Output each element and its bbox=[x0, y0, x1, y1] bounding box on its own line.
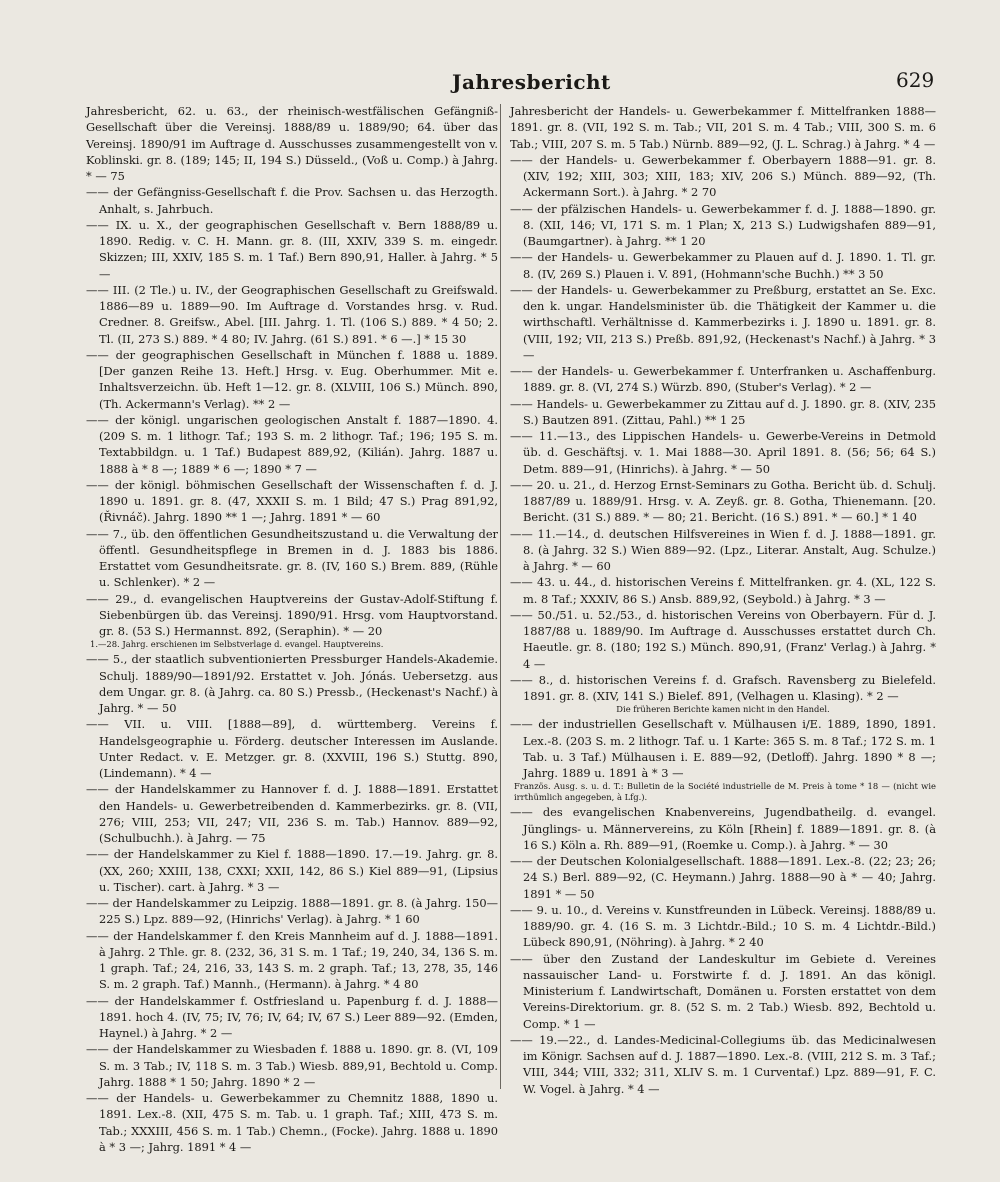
bibliography-entry: Jahresbericht, 62. u. 63., der rheinisch-westfälischen Gefängniß-Gesellschaft über die Vereinsj. 1888/89 u. 1889/90; 64. über das Vereinsj. 1890/91 im Auftrage d. Ausschusses zusammengestellt von v. Koblinski. gr. 8. (189; 145; II, 194 S.) Düsseld., (Voß u. Comp.) à Jahrg. * — 75 bbox=[86, 104, 498, 183]
bibliography-entry: —— der Handelskammer zu Kiel f. 1888—1890. 17.—19. Jahrg. gr. 8. (XX, 260; XXIII, 138, CXXI; XXII, 142, 86 S.) Kiel 889—91, (Lipsius u. Tischer). cart. à Jahrg. * 3 — bbox=[86, 847, 498, 894]
bibliography-entry: —— der geographischen Gesellschaft in München f. 1888 u. 1889. [Der ganzen Reihe 13. Heft.] Hrsg. v. Eug. Oberhummer. Mit e. Inhaltsverzeichn. üb. Heft 1—12. gr. 8. (XLVIII, 106 S.) Münch. 890, (Th. Ackermann's Verlag). ** 2 — bbox=[86, 347, 498, 411]
footnote: Die früheren Berichte kamen nicht in den Handel. bbox=[616, 704, 830, 715]
bibliography-entry: —— 5., der staatlich subventionierten Pressburger Handels-Akademie. Schulj. 1889/90—1891/92. Erstattet v. Joh. Jónás. Uebersetzg. aus dem Ungar. gr. 8. (à Jahrg. ca. 80 S.) Pressb., (Heckenast's Nachf.) à Jahrg. * — 50 bbox=[86, 652, 498, 715]
bibliography-entry: —— 43. u. 44., d. historischen Vereins f. Mittelfranken. gr. 4. (XL, 122 S. m. 8 Taf.; XXXIV, 86 S.) Ansb. 889,92, (Seybold.) à Jahrg. * 3 — bbox=[510, 575, 936, 606]
bibliography-entry: —— der pfälzischen Handels- u. Gewerbekammer f. d. J. 1888—1890. gr. 8. (XII, 146; VI, 171 S. m. 1 Plan; X, 213 S.) Ludwigshafen 889—91, (Baumgartner). à Jahrg. ** 1 20 bbox=[510, 201, 936, 248]
bibliography-entry: —— der Handelskammer f. Ostfriesland u. Papenburg f. d. J. 1888—1891. hoch 4. (IV, 75; IV, 76; IV, 64; IV, 67 S.) Leer 889—92. (Emden, Haynel.) à Jahrg. * 2 — bbox=[86, 993, 498, 1040]
footnote: Französ. Ausg. s. u. d. T.: Bulletin de la Société industrielle de M. Preis à tome * 18 — (nicht wie irrthümlich angegeben, à Lfg.). bbox=[514, 781, 936, 803]
bibliography-entry: —— Handels- u. Gewerbekammer zu Zittau auf d. J. 1890. gr. 8. (XIV, 235 S.) Bautzen 891. (Zittau, Pahl.) ** 1 25 bbox=[510, 396, 936, 427]
bibliography-entry: —— der Handels- u. Gewerbekammer f. Oberbayern 1888—91. gr. 8. (XIV, 192; XIII, 303; XIII, 183; XIV, 206 S.) Münch. 889—92, (Th. Ackermann Sort.). à Jahrg. * 2 70 bbox=[510, 152, 936, 200]
bibliography-entry: —— VII. u. VIII. [1888—89], d. württemberg. Vereins f. Handelsgeographie u. Förderg. deutscher Interessen im Auslande. Unter Redact. v. E. Metzger. gr. 8. (XXVIII, 196 S.) Stuttg. 890, (Lindemann). * 4 — bbox=[86, 717, 498, 780]
bibliography-entry: —— der Handelskammer zu Wiesbaden f. 1888 u. 1890. gr. 8. (VI, 109 S. m. 3 Tab.; IV, 118 S. m. 3 Tab.) Wiesb. 889,91, Bechtold u. Comp. Jahrg. 1888 * 1 50; Jahrg. 1890 * 2 — bbox=[86, 1042, 498, 1089]
bibliography-entry: —— der industriellen Gesellschaft v. Mülhausen i/E. 1889, 1890, 1891. Lex.-8. (203 S. m. 2 lithogr. Taf. u. 1 Karte: 365 S. m. 8 Taf.; 172 S. m. 1 Tab. u. 3 Taf.) Mülhausen i. E. 889—92, (Detloff). Jahrg. 1890 * 8 —; Jahrg. 1889 u. 1891 à * 3 — bbox=[510, 717, 936, 780]
page-header bbox=[0, 68, 1000, 98]
bibliography-entry: —— 9. u. 10., d. Vereins v. Kunstfreunden in Lübeck. Vereinsj. 1888/89 u. 1889/90. gr. 4. (16 S. m. 3 Lichtdr.-Bild.; 10 S. m. 4 Lichtdr.-Bild.) Lübeck 890,91, (Nöhring). à Jahrg. * 2 40 bbox=[510, 902, 936, 950]
bibliography-entry: —— 11.—14., d. deutschen Hilfsvereines in Wien f. d. J. 1888—1891. gr. 8. (à Jahrg. 32 S.) Wien 889—92. (Lpz., Literar. Anstalt, Aug. Schulze.) à Jahrg. * — 60 bbox=[510, 526, 936, 573]
bibliography-entry: —— IX. u. X., der geographischen Gesellschaft v. Bern 1888/89 u. 1890. Redig. v. C. H. Mann. gr. 8. (III, XXIV, 339 S. m. eingedr. Skizzen; III, XXIV, 185 S. m. 1 Taf.) Bern 890,91, Haller. à Jahrg. * 5 — bbox=[86, 217, 498, 281]
footnote: 1.—28. Jahrg. erschienen im Selbstverlage d. evangel. Hauptvereins. bbox=[90, 639, 384, 650]
bibliography-entry: —— der Handels- u. Gewerbekammer zu Plauen auf d. J. 1890. 1. Tl. gr. 8. (IV, 269 S.) Plauen i. V. 891, (Hohmann'sche Buchh.) ** 3 50 bbox=[510, 250, 936, 281]
bibliography-entry: —— der Deutschen Kolonialgesellschaft. 1888—1891. Lex.-8. (22; 23; 26; 24 S.) Berl. 889—92, (C. Heymann.) Jahrg. 1888—90 à * — 40; Jahrg. 1891 * — 50 bbox=[510, 854, 936, 901]
bibliography-entry: —— 7., üb. den öffentlichen Gesundheitszustand u. die Verwaltung der öffentl. Gesundheitspflege in Bremen in d. J. 1883 bis 1886. Erstattet vom Gesundheitsrate. gr. 8. (IV, 160 S.) Brem. 889, (Rühle u. Schlenker). * 2 — bbox=[86, 526, 498, 590]
bibliography-entry: —— 20. u. 21., d. Herzog Ernst-Seminars zu Gotha. Bericht üb. d. Schulj. 1887/89 u. 1889/91. Hrsg. v. A. Zeyß. gr. 8. Gotha, Thienemann. [20. Bericht. (31 S.) 889. * — 80; 21. Bericht. (16 S.) 891. * — 60.] * 1 40 bbox=[510, 477, 936, 525]
running-title: Jahresbericht bbox=[452, 70, 611, 94]
bibliography-entry: —— 50./51. u. 52./53., d. historischen Vereins von Oberbayern. Für d. J. 1887/88 u. 1889/90. Im Auftrage d. Ausschusses erstattet durch Ch. Haeutle. gr. 8. (180; 192 S.) Münch. 890,91, (Franz' Verlag.) à Jahrg. * 4 — bbox=[510, 607, 936, 671]
bibliography-entry: —— 19.—22., d. Landes-Medicinal-Collegiums üb. das Medicinalwesen im Königr. Sachsen auf d. J. 1887—1890. Lex.-8. (VIII, 212 S. m. 3 Taf.; VIII, 344; VIII, 332; 311, XLIV S. m. 1 Curventaf.) Lpz. 889—91, F. C. W. Vogel. à Jahrg. * 4 — bbox=[510, 1032, 936, 1096]
bibliography-entry: —— über den Zustand der Landeskultur im Gebiete d. Vereines nassauischer Land- u. Forstwirte f. d. J. 1891. An das königl. Ministerium f. Landwirtschaft, Domänen u. Forsten erstattet von dem Vereins-Direktorium. gr. 8. (52 S. m. 2 Tab.) Wiesb. 892, Bechtold u. Comp. * 1 — bbox=[510, 951, 936, 1031]
bibliography-entry: Jahresbericht der Handels- u. Gewerbekammer f. Mittelfranken 1888—1891. gr. 8. (VII, 192 S. m. Tab.; VII, 201 S. m. 4 Tab.; VIII, 300 S. m. 6 Tab.; VIII, 207 S. m. 5 Tab.) Nürnb. 889—92, (J. L. Schrag.) à Jahrg. * 4 — bbox=[510, 104, 936, 151]
column-divider bbox=[500, 104, 501, 1089]
page-number: 629 bbox=[896, 68, 935, 92]
bibliography-entry: —— der königl. ungarischen geologischen Anstalt f. 1887—1890. 4. (209 S. m. 1 lithogr. Taf.; 193 S. m. 2 lithogr. Taf.; 196; 195 S. m. Textabbildgn. u. 1 Taf.) Budapest 889,92, (Kilián). Jahrg. 1887 u. 1888 à * 8 —; 1889 * 6 —; 1890 * 7 — bbox=[86, 412, 498, 476]
bibliography-entry: —— der Handelskammer zu Leipzig. 1888—1891. gr. 8. (à Jahrg. 150—225 S.) Lpz. 889—92, (Hinrichs' Verlag). à Jahrg. * 1 60 bbox=[86, 896, 498, 927]
bibliography-entry: —— der königl. böhmischen Gesellschaft der Wissenschaften f. d. J. 1890 u. 1891. gr. 8. (47, XXXII S. m. 1 Bild; 47 S.) Prag 891,92, (Řivnáč). Jahrg. 1890 ** 1 —; Jahrg. 1891 * — 60 bbox=[86, 477, 498, 525]
bibliography-entry: —— der Handels- u. Gewerbekammer f. Unterfranken u. Aschaffenburg. 1889. gr. 8. (VI, 274 S.) Würzb. 890, (Stuber's Verlag). * 2 — bbox=[510, 364, 936, 395]
bibliography-entry: —— der Handels- u. Gewerbekammer zu Preßburg, erstattet an Se. Exc. den k. ungar. Handelsminister üb. die Thätigkeit der Kammer u. die wirthschaftl. Verhältnisse d. Kammerbezirks i. J. 1890 u. 1891. gr. 8. (VIII, 192; VII, 213 S.) Preßb. 891,92, (Heckenast's Nachf.) à Jahrg. * 3 — bbox=[510, 282, 936, 362]
bibliography-entry: —— 8., d. historischen Vereins f. d. Grafsch. Ravensberg zu Bielefeld. 1891. gr. 8. (XIV, 141 S.) Bielef. 891, (Velhagen u. Klasing). * 2 — bbox=[510, 672, 936, 703]
bibliography-entry: —— des evangelischen Knabenvereins, Jugendbatheilg. d. evangel. Jünglings- u. Männervereins, zu Köln [Rhein] f. 1889—1891. gr. 8. (à 16 S.) Köln a. Rh. 889—91, (Roemke u. Comp.). à Jahrg. * — 30 bbox=[510, 805, 936, 852]
bibliography-entry: —— der Handelskammer f. den Kreis Mannheim auf d. J. 1888—1891. à Jahrg. 2 Thle. gr. 8. (232, 36, 31 S. m. 1 Taf.; 19, 240, 34, 136 S. m. 1 graph. Taf.; 24, 216, 33, 143 S. m. 2 graph. Taf.; 13, 278, 35, 146 S. m. 2 graph. Taf.) Mannh., (Hermann). à Jahrg. * 4 80 bbox=[86, 928, 498, 992]
bibliography-entry: —— der Handelskammer zu Hannover f. d. J. 1888—1891. Erstattet den Handels- u. Gewerbetreibenden d. Kammerbezirks. gr. 8. (VII, 276; VIII, 253; VII, 247; VII, 236 S. m. Tab.) Hannov. 889—92, (Schulbuchh.). à Jahrg. — 75 bbox=[86, 782, 498, 845]
bibliography-entry: —— 29., d. evangelischen Hauptvereins der Gustav-Adolf-Stiftung f. Siebenbürgen üb. das Vereinsj. 1890/91. Hrsg. vom Hauptvorstand. gr. 8. (53 S.) Hermannst. 892, (Seraphin). * — 20 bbox=[86, 591, 498, 638]
bibliography-entry: —— der Handels- u. Gewerbekammer zu Chemnitz 1888, 1890 u. 1891. Lex.-8. (XII, 475 S. m. Tab. u. 1 graph. Taf.; XIII, 473 S. m. Tab.; XXXIII, 456 S. m. 1 Tab.) Chemn., (Focke). Jahrg. 1888 u. 1890 à * 3 —; Jahrg. 1891 * 4 — bbox=[86, 1091, 498, 1154]
bibliography-entry: —— 11.—13., des Lippischen Handels- u. Gewerbe-Vereins in Detmold üb. d. Geschäftsj. v. 1. Mai 1888—30. April 1891. 8. (56; 56; 64 S.) Detm. 889—91, (Hinrichs). à Jahrg. * — 50 bbox=[510, 429, 936, 476]
right-column bbox=[510, 103, 936, 1097]
bibliography-entry: —— III. (2 Tle.) u. IV., der Geographischen Gesellschaft zu Greifswald. 1886—89 u. 1889—90. Im Auftrage d. Vorstandes hrsg. v. Rud. Credner. 8. Greifsw., Abel. [III. Jahrg. 1. Tl. (106 S.) 889. * 4 50; 2. Tl. (II, 273 S.) 889. * 4 80; IV. Jahrg. (61 S.) 891. * 6 —.] * 15 30 bbox=[86, 282, 498, 346]
bibliography-entry: —— der Gefängniss-Gesellschaft f. die Prov. Sachsen u. das Herzogth. Anhalt, s. Jahrbuch. bbox=[86, 185, 498, 216]
left-column bbox=[86, 103, 498, 1155]
